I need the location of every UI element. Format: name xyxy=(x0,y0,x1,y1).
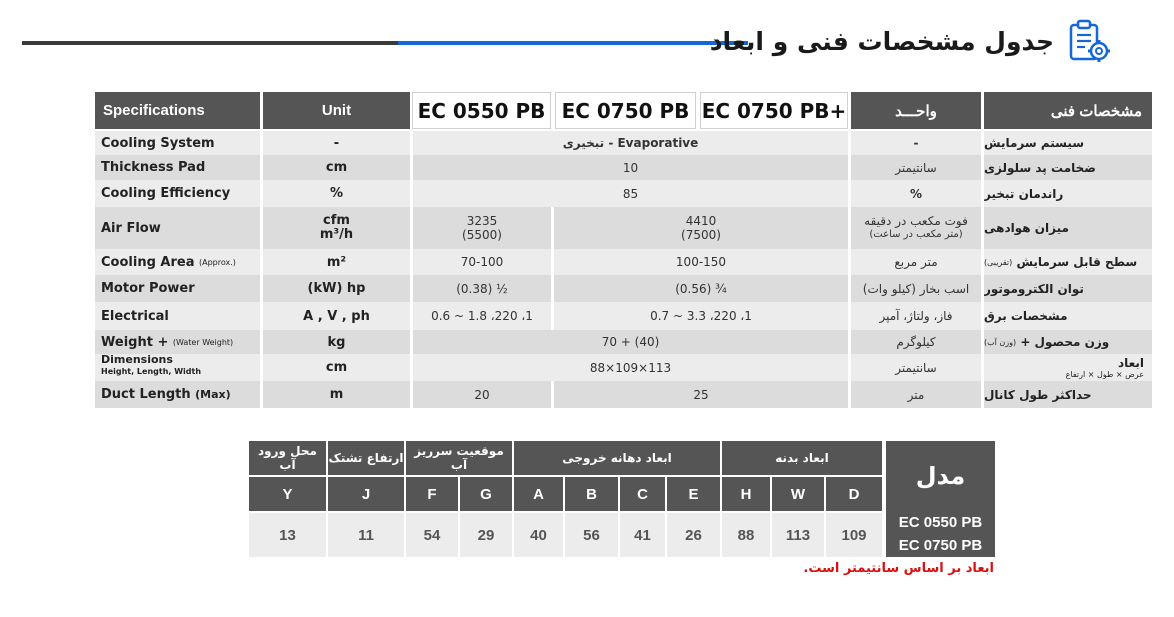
value-line: (7500) xyxy=(681,228,721,242)
spec-value: 88×109×113 xyxy=(589,360,672,375)
header-line-dark xyxy=(22,41,398,45)
spec-unit-fa: فاز، ولتاژ، آمپر xyxy=(879,309,953,323)
unit-m3h: m³/h xyxy=(319,227,354,242)
value-line: فوت مکعب در دقیقه xyxy=(864,214,968,228)
spec-label-cooling-efficiency: Cooling Efficiency xyxy=(101,186,231,201)
spec-table xyxy=(95,92,1152,408)
spec-label-dimensions xyxy=(95,354,260,381)
unit-cfm: cfm xyxy=(323,213,350,228)
spec-unit-fa: متر xyxy=(907,387,925,402)
group-body: ابعاد بدنه xyxy=(722,441,882,475)
spec-value-model-2-3 xyxy=(554,207,848,249)
spec-label-air-flow: Air Flow xyxy=(101,220,161,236)
value-line: (متر مکعب در ساعت) xyxy=(869,229,963,240)
dim-value: 88 xyxy=(722,513,770,557)
dim-value: 41 xyxy=(620,513,665,557)
spec-value-model-2-3: 100-150 xyxy=(675,255,727,269)
header-unit: Unit xyxy=(263,92,410,129)
value-line: (5500) xyxy=(462,228,502,242)
label-note: (وزن آب) xyxy=(984,337,1017,347)
group-overflow: موقعیت سرریز آب xyxy=(406,441,512,475)
value-line: 3235 xyxy=(466,214,498,228)
spec-label-fa-cooling-efficiency: راندمان تبخیر xyxy=(984,186,1064,201)
spec-label-electrical: Electrical xyxy=(101,308,169,324)
spec-value-model-2-3: 25 xyxy=(693,387,709,402)
spec-value-model-1: (0.38) ½ xyxy=(456,281,508,296)
dim-value: 11 xyxy=(328,513,404,557)
spec-unit-fa: کیلوگرم xyxy=(896,335,936,349)
spec-unit: % xyxy=(329,186,344,201)
spec-unit-fa: % xyxy=(909,186,923,201)
model-box xyxy=(886,441,995,557)
spec-value: 70 + (40) xyxy=(601,335,660,349)
header-spec-fa: مشخصات فنی xyxy=(984,92,1152,129)
header-model-ec0550pb: EC 0550 PB xyxy=(412,92,551,129)
spec-unit-fa: اسب بخار (کیلو وات) xyxy=(862,281,970,296)
spec-unit: A , V , ph xyxy=(303,308,370,324)
model-label: مدل xyxy=(915,462,966,490)
spec-label-thickness-pad: Thickness Pad xyxy=(101,160,206,175)
header-line-blue xyxy=(398,41,748,45)
group-outlet: ابعاد دهانه خروجی xyxy=(514,441,720,475)
dim-letter: Y xyxy=(249,477,326,511)
dim-letter: H xyxy=(722,477,770,511)
dim-letter: D xyxy=(826,477,882,511)
spec-unit: - xyxy=(333,135,340,151)
spec-value-model-2-3: 1، 220، 3.3 ~ 0.7 xyxy=(650,309,752,323)
group-tray-height: ارتفاع تشتک xyxy=(328,441,404,475)
header-specifications: Specifications xyxy=(95,92,260,129)
spec-label-fa-duct-length: حداکثر طول کانال xyxy=(984,387,1092,402)
spec-label-fa-cooling-system: سیستم سرمایش xyxy=(984,136,1085,150)
spec-value: 85 xyxy=(622,186,639,201)
dim-letter: B xyxy=(565,477,618,511)
spec-unit: m xyxy=(329,387,344,402)
spec-label-duct-length xyxy=(95,381,260,408)
units-note: ابعاد بر اساس سانتیمتر است. xyxy=(803,561,994,576)
spec-unit: kg xyxy=(327,334,346,350)
header-unit-fa: واحـــد xyxy=(851,92,981,129)
label-note: (Approx.) xyxy=(199,257,236,267)
dim-letter: A xyxy=(514,477,563,511)
group-water-inlet: محل ورود آب xyxy=(249,441,326,475)
spec-value-model-1: 1، 220، 1.8 ~ 0.6 xyxy=(431,309,533,323)
spec-unit-fa: سانتیمتر xyxy=(895,360,937,375)
spec-value-model-1 xyxy=(413,207,551,249)
dim-value: 54 xyxy=(406,513,458,557)
label-note: Height, Length, Width xyxy=(101,367,202,376)
spec-value-model-1: 20 xyxy=(474,387,490,402)
spec-label-fa-thickness-pad: ضخامت پد سلولزی xyxy=(984,160,1096,175)
spec-label-cooling-system: Cooling System xyxy=(101,135,215,151)
spec-label-fa-air-flow: میزان هوادهی xyxy=(984,221,1069,235)
spec-value: 10 xyxy=(622,160,639,175)
spec-unit: (kW) hp xyxy=(307,281,366,296)
dim-letter: J xyxy=(328,477,404,511)
dim-value: 13 xyxy=(249,513,326,557)
label-note: عرض × طول × ارتفاع xyxy=(1065,370,1144,379)
spec-unit-fa: - xyxy=(913,136,919,150)
label-main: وزن محصول + xyxy=(1020,335,1110,349)
model-name: EC 0750 PB xyxy=(898,537,983,554)
dim-letter: C xyxy=(620,477,665,511)
spec-label-cooling-area xyxy=(95,249,260,275)
page-title: جدول مشخصات فنی و ابعاد xyxy=(709,27,1054,56)
spec-value-model-1: 70-100 xyxy=(460,255,504,269)
label-note: (Water Weight) xyxy=(172,337,234,347)
model-name: EC 0550 PB xyxy=(898,514,983,531)
label-note: (تقریبی) xyxy=(984,257,1013,267)
label-note: (Max) xyxy=(195,388,231,401)
dim-letter: F xyxy=(406,477,458,511)
dim-value: 40 xyxy=(514,513,563,557)
dim-value: 56 xyxy=(565,513,618,557)
spec-unit-fa: سانتیمتر xyxy=(895,160,937,175)
spec-label-fa-weight xyxy=(984,330,1152,354)
header-model-ec0750pb: EC 0750 PB xyxy=(555,92,696,129)
clipboard-gear-icon xyxy=(1066,18,1112,64)
spec-unit-fa: متر مربع xyxy=(894,255,938,269)
spec-unit: cm xyxy=(325,160,348,175)
dim-value: 29 xyxy=(460,513,512,557)
dim-letter: G xyxy=(460,477,512,511)
spec-label-fa-electrical: مشخصات برق xyxy=(984,309,1068,323)
dim-letter: W xyxy=(772,477,824,511)
spec-label-fa-cooling-area xyxy=(984,249,1152,275)
spec-value-model-2-3: (0.56) ¾ xyxy=(675,281,727,296)
label-main: ابعاد xyxy=(1117,356,1144,370)
label-main: Duct Length xyxy=(101,387,191,402)
dimension-table xyxy=(249,441,995,581)
dim-value: 109 xyxy=(826,513,882,557)
spec-unit: m² xyxy=(326,254,347,270)
header-model-ec0750pb-plus: EC 0750 PB+ xyxy=(700,92,848,129)
spec-label-fa-motor-power: توان الکتروموتور xyxy=(984,281,1084,296)
spec-label-fa-dimensions xyxy=(984,354,1152,381)
spec-value: Evaporative - تبخیری xyxy=(562,136,699,150)
spec-unit: cm xyxy=(325,360,348,375)
dim-value: 26 xyxy=(667,513,720,557)
spec-label-weight xyxy=(95,330,260,354)
spec-unit xyxy=(263,207,410,249)
label-main: سطح قابل سرمایش xyxy=(1016,255,1138,269)
label-main: Dimensions xyxy=(101,354,173,366)
dim-letter: E xyxy=(667,477,720,511)
spec-unit-fa xyxy=(851,207,981,249)
label-main: Weight + xyxy=(101,334,169,350)
label-main: Cooling Area xyxy=(101,254,195,270)
value-line: 4410 xyxy=(685,214,717,228)
dim-value: 113 xyxy=(772,513,824,557)
spec-label-motor-power: Motor Power xyxy=(101,281,195,296)
